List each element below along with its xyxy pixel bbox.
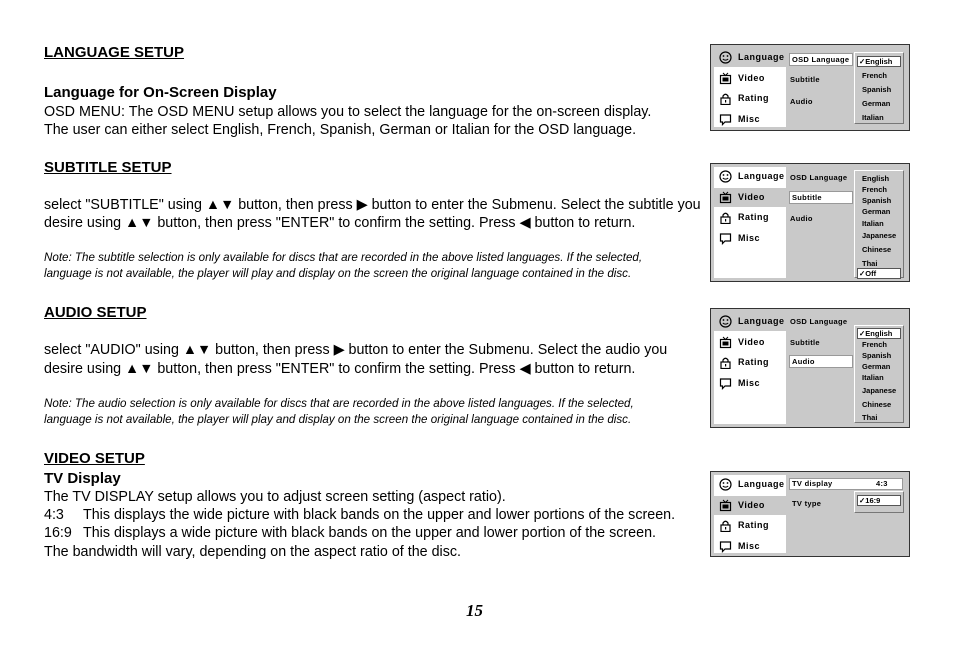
menu-item-label: Language bbox=[738, 52, 785, 62]
checkmark-icon: ✓ bbox=[859, 329, 866, 338]
tv-display-subheading: TV Display bbox=[44, 470, 121, 487]
option-english[interactable]: ✓English bbox=[857, 56, 901, 67]
option-thai[interactable]: Thai bbox=[862, 259, 878, 268]
osd-menu-column bbox=[714, 167, 786, 278]
osd-submenu-area bbox=[786, 48, 906, 127]
menu-item-misc[interactable] bbox=[714, 110, 786, 129]
aspect-key-16-9: 16:9 bbox=[44, 525, 72, 541]
submenu-audio[interactable]: Audio bbox=[790, 214, 813, 223]
options-list bbox=[854, 52, 904, 124]
menu-item-misc[interactable] bbox=[714, 374, 786, 393]
menu-item-video[interactable] bbox=[714, 188, 786, 207]
menu-item-label: Language bbox=[738, 316, 785, 326]
menu-item-label: Video bbox=[738, 192, 765, 202]
osd-screen-tv-display bbox=[710, 471, 910, 557]
audio-note-line-1: Note: The audio selection is only available for discs that are recorded in the above listed languages. If the selected, bbox=[44, 397, 634, 410]
option-german[interactable]: German bbox=[862, 362, 891, 371]
checkmark-icon: ✓ bbox=[859, 57, 866, 66]
menu-item-rating[interactable] bbox=[714, 208, 786, 227]
face-icon bbox=[719, 51, 732, 64]
menu-item-language[interactable] bbox=[714, 48, 786, 67]
submenu-audio[interactable]: Audio bbox=[789, 355, 853, 368]
osd-menu-column bbox=[714, 475, 786, 553]
options-list bbox=[854, 491, 904, 513]
menu-item-rating[interactable] bbox=[714, 353, 786, 372]
lock-icon bbox=[719, 519, 732, 532]
subtitle-note-line-1: Note: The subtitle selection is only available for discs that are recorded in the above listed languages. If the selected, bbox=[44, 251, 643, 264]
options-list bbox=[854, 170, 904, 278]
subtitle-setup-line-1: select "SUBTITLE" using ▲▼ button, then press ▶ button to enter the Submenu. Select the subtitle you bbox=[44, 197, 701, 213]
audio-setup-line-2: desire using ▲▼ button, then press "ENTER" to confirm the setting. Press ◀ button to return. bbox=[44, 361, 636, 377]
option-french[interactable]: French bbox=[862, 71, 888, 80]
option-english[interactable]: ✓English bbox=[857, 328, 901, 339]
osd-language-subheading: Language for On-Screen Display bbox=[44, 84, 277, 101]
osd-menu-column bbox=[714, 312, 786, 424]
option-italian[interactable]: Italian bbox=[862, 219, 884, 228]
option-english[interactable]: English bbox=[862, 174, 890, 183]
option-italian[interactable]: Italian bbox=[862, 373, 884, 382]
option-german[interactable]: German bbox=[862, 99, 891, 108]
submenu-audio[interactable]: Audio bbox=[790, 97, 813, 106]
menu-item-label: Rating bbox=[738, 212, 769, 222]
submenu-osd-language[interactable]: OSD Language bbox=[790, 317, 848, 326]
option-off[interactable]: ✓Off bbox=[857, 268, 901, 279]
option-japanese[interactable]: Japanese bbox=[862, 386, 897, 395]
menu-item-label: Video bbox=[738, 337, 765, 347]
osd-screen-language bbox=[710, 44, 910, 131]
menu-item-rating[interactable] bbox=[714, 89, 786, 108]
audio-note-line-2: language is not available, the player will play and display on the screen the original language contained in the disc. bbox=[44, 413, 632, 426]
options-list bbox=[854, 325, 904, 423]
subtitle-setup-heading: SUBTITLE SETUP bbox=[44, 159, 172, 176]
menu-item-label: Language bbox=[738, 171, 785, 181]
menu-item-language[interactable] bbox=[714, 312, 786, 331]
video-setup-heading: VIDEO SETUP bbox=[44, 450, 145, 467]
option-japanese[interactable]: Japanese bbox=[862, 231, 897, 240]
menu-item-language[interactable] bbox=[714, 475, 786, 494]
menu-item-video[interactable] bbox=[714, 333, 786, 352]
option-thai[interactable]: Thai bbox=[862, 413, 878, 422]
option-italian[interactable]: Italian bbox=[862, 113, 884, 122]
submenu-subtitle[interactable]: Subtitle bbox=[789, 191, 853, 204]
speech-bubble-icon bbox=[719, 377, 732, 390]
face-icon bbox=[719, 315, 732, 328]
option-spanish[interactable]: Spanish bbox=[862, 196, 892, 205]
tv-icon bbox=[719, 72, 732, 85]
speech-bubble-icon bbox=[719, 540, 732, 553]
menu-item-video[interactable] bbox=[714, 496, 786, 515]
aspect-desc-4-3: This displays the wide picture with black bands on the upper and lower portions of the screen. bbox=[83, 507, 676, 523]
language-setup-heading: LANGUAGE SETUP bbox=[44, 44, 185, 61]
video-setup-closing: The bandwidth will vary, depending on the aspect ratio of the disc. bbox=[44, 544, 461, 560]
speech-bubble-icon bbox=[719, 113, 732, 126]
submenu-tv-type[interactable]: TV type bbox=[792, 499, 822, 508]
menu-item-label: Misc bbox=[738, 114, 761, 124]
language-setup-line-2: The user can either select English, French, Spanish, German or Italian for the OSD language. bbox=[44, 122, 637, 138]
audio-setup-line-1: select "AUDIO" using ▲▼ button, then press ▶ button to enter the Submenu. Select the audio you bbox=[44, 342, 668, 358]
face-icon bbox=[719, 478, 732, 491]
lock-icon bbox=[719, 211, 732, 224]
osd-menu-column bbox=[714, 48, 786, 127]
tv-icon bbox=[719, 336, 732, 349]
menu-item-label: Language bbox=[738, 479, 785, 489]
lock-icon bbox=[719, 356, 732, 369]
menu-item-label: Rating bbox=[738, 520, 769, 530]
menu-item-misc[interactable] bbox=[714, 229, 786, 248]
menu-item-label: Rating bbox=[738, 357, 769, 367]
osd-submenu-area bbox=[786, 312, 906, 424]
menu-item-language[interactable] bbox=[714, 167, 786, 186]
speech-bubble-icon bbox=[719, 232, 732, 245]
lock-icon bbox=[719, 92, 732, 105]
submenu-osd-language[interactable]: OSD Language bbox=[790, 173, 848, 182]
osd-submenu-area bbox=[786, 167, 906, 278]
option-french[interactable]: French bbox=[862, 185, 888, 194]
video-setup-intro: The TV DISPLAY setup allows you to adjust screen setting (aspect ratio). bbox=[44, 489, 506, 505]
option-chinese[interactable]: Chinese bbox=[862, 245, 892, 254]
menu-item-label: Misc bbox=[738, 233, 761, 243]
tv-icon bbox=[719, 499, 732, 512]
language-setup-line-1: OSD MENU: The OSD MENU setup allows you to select the language for the on-screen display. bbox=[44, 104, 652, 120]
face-icon bbox=[719, 170, 732, 183]
menu-item-video[interactable] bbox=[714, 69, 786, 88]
subtitle-note-line-2: language is not available, the player will play and display on the screen the original language contained in the disc. bbox=[44, 267, 632, 280]
option-spanish[interactable]: Spanish bbox=[862, 351, 892, 360]
menu-item-label: Misc bbox=[738, 541, 761, 551]
osd-screen-subtitle bbox=[710, 163, 910, 282]
option-french[interactable]: French bbox=[862, 340, 888, 349]
option-chinese[interactable]: Chinese bbox=[862, 400, 892, 409]
checkmark-icon: ✓ bbox=[859, 496, 866, 505]
audio-setup-heading: AUDIO SETUP bbox=[44, 304, 147, 321]
menu-item-label: Video bbox=[738, 73, 765, 83]
subtitle-setup-line-2: desire using ▲▼ button, then press "ENTER" to confirm the setting. Press ◀ button to return. bbox=[44, 215, 636, 231]
aspect-key-4-3: 4:3 bbox=[44, 507, 64, 523]
option-spanish[interactable]: Spanish bbox=[862, 85, 892, 94]
osd-screen-audio bbox=[710, 308, 910, 428]
osd-submenu-area bbox=[786, 475, 906, 553]
submenu-osd-language[interactable]: OSD Language bbox=[789, 53, 853, 66]
menu-item-label: Rating bbox=[738, 93, 769, 103]
menu-item-label: Video bbox=[738, 500, 765, 510]
menu-item-rating[interactable] bbox=[714, 516, 786, 535]
submenu-subtitle[interactable]: Subtitle bbox=[790, 338, 820, 347]
option-german[interactable]: German bbox=[862, 207, 891, 216]
option-16-9[interactable]: ✓16:9 bbox=[857, 495, 901, 506]
menu-item-misc[interactable] bbox=[714, 537, 786, 556]
menu-item-label: Misc bbox=[738, 378, 761, 388]
tv-display-value: 4:3 bbox=[876, 479, 888, 488]
tv-icon bbox=[719, 191, 732, 204]
aspect-desc-16-9: This displays a wide picture with black bands on the upper and lower portion of the screen. bbox=[83, 525, 656, 541]
submenu-subtitle[interactable]: Subtitle bbox=[790, 75, 820, 84]
submenu-tv-display[interactable]: TV display 4:3 bbox=[789, 478, 903, 490]
checkmark-icon: ✓ bbox=[859, 269, 866, 278]
page-number: 15 bbox=[466, 601, 483, 620]
